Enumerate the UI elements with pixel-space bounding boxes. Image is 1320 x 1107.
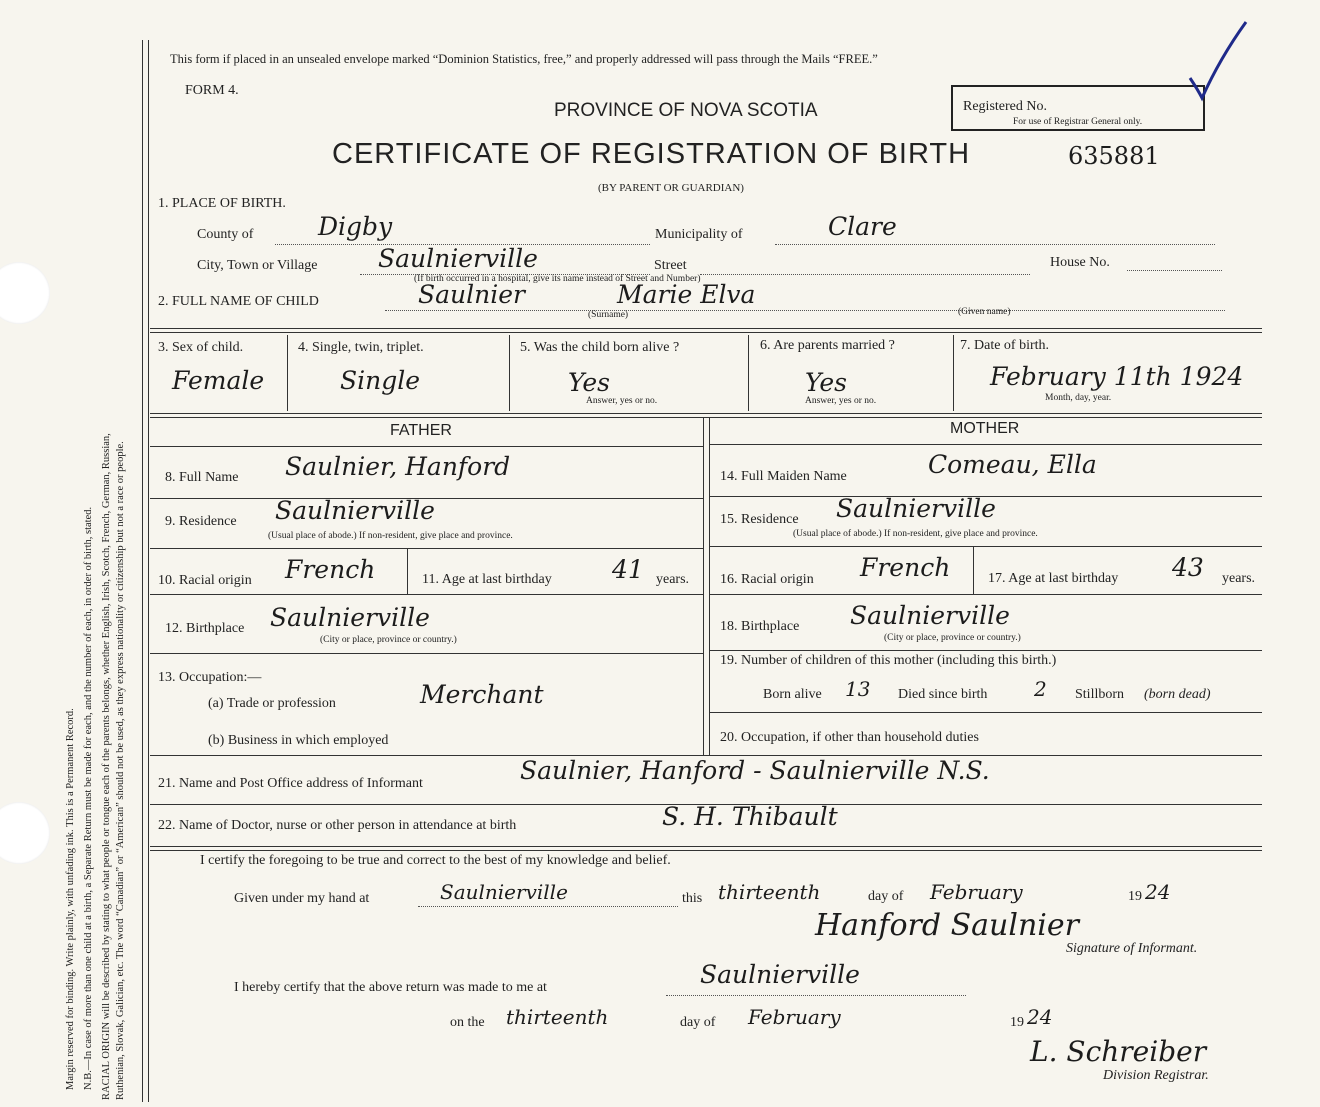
mother-years-label: years. — [1222, 571, 1256, 586]
died-since-birth-label: Died since birth — [898, 687, 988, 702]
father-race-label: 10. Racial origin — [158, 573, 252, 588]
cert1-statement: I certify the foregoing to be true and correct to the best of my knowledge and belief. — [200, 853, 671, 868]
mother-residence-value: Saulnierville — [836, 494, 996, 523]
father-age-label: 11. Age at last birthday — [422, 572, 552, 587]
cert1-dayof-label: day of — [868, 889, 904, 904]
registrar-signature-label: Division Registrar. — [1103, 1068, 1209, 1083]
registered-number-box — [951, 85, 1205, 131]
mother-birthplace-label: 18. Birthplace — [720, 619, 800, 634]
trade-value: Merchant — [420, 680, 544, 709]
row3-top-rule — [150, 328, 1262, 329]
city-note: (If birth occurred in a hospital, give its name instead of Street and Number) — [414, 274, 701, 284]
cert2-year-prefix: 19 — [1010, 1015, 1024, 1030]
father-residence-label: 9. Residence — [165, 514, 237, 529]
parents-married-label: 6. Are parents married ? — [760, 338, 895, 353]
informant-value: Saulnier, Hanford - Saulnierville N.S. — [520, 756, 990, 785]
row3-bottom-rule — [150, 413, 1262, 414]
father-residence-value: Saulnierville — [275, 496, 435, 525]
date-of-birth-label: 7. Date of birth. — [960, 338, 1050, 353]
street-line — [700, 274, 1030, 275]
informant-signature-label: Signature of Informant. — [1066, 941, 1198, 956]
father-row-rule-4 — [150, 653, 703, 654]
sex-label: 3. Sex of child. — [158, 340, 244, 355]
mother-race-value: French — [860, 553, 951, 582]
house-number-label: House No. — [1050, 255, 1110, 270]
street-label: Street — [654, 258, 687, 273]
mother-name-value: Comeau, Ella — [928, 450, 1097, 479]
cert2-statement: I hereby certify that the above return was made to me at — [234, 980, 547, 995]
check-mark-icon — [1180, 18, 1250, 108]
mother-name-label: 14. Full Maiden Name — [720, 469, 847, 484]
county-label: County of — [197, 227, 254, 242]
business-label: (b) Business in which employed — [208, 733, 389, 748]
certificate-subtitle: (BY PARENT OR GUARDIAN) — [598, 182, 744, 194]
punch-hole-bottom — [0, 802, 50, 864]
cert1-year: 24 — [1145, 880, 1171, 904]
municipality-line — [775, 244, 1215, 245]
doctor-label: 22. Name of Doctor, nurse or other person in attendance at birth — [158, 818, 517, 833]
father-birthplace-note: (City or place, province or country.) — [320, 635, 457, 645]
cert2-dayof-label: day of — [680, 1015, 716, 1030]
date-of-birth-note: Month, day, year. — [1045, 393, 1112, 403]
mother-heading: MOTHER — [950, 420, 1020, 437]
child-name-line — [385, 310, 1225, 311]
child-name-label: 2. FULL NAME OF CHILD — [158, 294, 319, 309]
city-value: Saulnierville — [378, 244, 538, 273]
row3-bottom-rule-2 — [150, 417, 1262, 418]
born-alive-value: Yes — [568, 368, 610, 397]
doctor-bottom-rule-2 — [150, 850, 1262, 851]
cert2-place-line — [666, 995, 966, 996]
registrar-note: For use of Registrar General only. — [1013, 117, 1143, 127]
form-number: FORM 4. — [185, 83, 239, 98]
father-heading: FATHER — [390, 422, 452, 439]
single-label: 4. Single, twin, triplet. — [298, 340, 424, 355]
parents-divider-b — [709, 417, 710, 755]
mother-row-rule-2 — [709, 546, 1262, 547]
mother-age-value: 43 — [1172, 553, 1204, 582]
born-alive-label: 5. Was the child born alive ? — [520, 340, 680, 355]
father-years-label: years. — [656, 572, 690, 587]
cert2-place: Saulnierville — [700, 960, 860, 989]
cert2-year: 24 — [1027, 1005, 1053, 1029]
given-name-note: (Given name) — [958, 307, 1011, 317]
cert2-on-label: on the — [450, 1015, 485, 1030]
father-row-rule-3 — [150, 594, 703, 595]
mother-age-label: 17. Age at last birthday — [988, 571, 1119, 586]
municipality-label: Municipality of — [655, 227, 743, 242]
father-row-rule-2 — [150, 548, 703, 549]
born-alive-count-value: 13 — [845, 677, 871, 701]
born-alive-count-label: Born alive — [763, 687, 822, 702]
doctor-bottom-rule — [150, 846, 1262, 847]
cert1-day: thirteenth — [718, 880, 821, 904]
father-age-value: 41 — [612, 555, 644, 584]
parents-married-value: Yes — [805, 368, 847, 397]
top-notice: This form if placed in an unsealed envelope marked “Dominion Statistics, free,” and properly addressed will pass through the Mails “FREE.” — [170, 52, 878, 66]
mother-birthplace-value: Saulnierville — [850, 601, 1010, 630]
father-birthplace-value: Saulnierville — [270, 603, 430, 632]
mother-row-rule-3 — [709, 594, 1262, 595]
informant-signature: Hanford Saulnier — [815, 908, 1079, 943]
cert1-this-label: this — [682, 891, 703, 906]
stillborn-label: Stillborn — [1075, 687, 1125, 702]
stillborn-note: (born dead) — [1144, 687, 1211, 702]
registration-number: 635881 — [1068, 142, 1160, 170]
single-value: Single — [340, 366, 421, 395]
punch-hole-top — [0, 262, 50, 324]
father-residence-note: (Usual place of abode.) If non-resident, give place and province. — [268, 531, 513, 541]
died-since-birth-value: 2 — [1034, 677, 1047, 701]
province-heading: PROVINCE OF NOVA SCOTIA — [554, 100, 818, 121]
cert1-place: Saulnierville — [440, 880, 568, 904]
left-double-rule-a — [142, 40, 143, 1102]
cert1-place-line — [418, 906, 678, 907]
cert2-day: thirteenth — [506, 1005, 609, 1029]
father-occupation-label: 13. Occupation:— — [158, 670, 262, 685]
cert1-given-label: Given under my hand at — [234, 891, 370, 906]
mother-residence-note: (Usual place of abode.) If non-resident, give place and province. — [793, 529, 1038, 539]
child-surname: Saulnier — [418, 280, 525, 309]
trade-label: (a) Trade or profession — [208, 696, 336, 711]
mother-row-rule-5 — [709, 712, 1262, 713]
mother-birthplace-note: (City or place, province or country.) — [884, 633, 1021, 643]
margin-note-racial-origin: RACIAL ORIGIN will be described by stating to what people or tongue each of the parents belongs, whether English, Irish, Scotch, French, German, Russian, — [101, 433, 112, 1100]
father-heading-rule — [150, 446, 703, 447]
mother-race-label: 16. Racial origin — [720, 572, 814, 587]
born-alive-note: Answer, yes or no. — [586, 396, 658, 406]
margin-note-multiple-births: N.B.—In case of more than one child at a birth, a Separate Return must be made for each, and the number of each, in order of birth, stated. — [83, 506, 94, 1090]
surname-note: (Surname) — [588, 310, 629, 320]
mother-heading-rule — [709, 444, 1262, 445]
father-name-value: Saulnier, Hanford — [285, 452, 511, 481]
cert2-month: February — [748, 1005, 841, 1029]
cert1-month: February — [930, 880, 1023, 904]
certificate-title: CERTIFICATE OF REGISTRATION OF BIRTH — [332, 138, 971, 170]
margin-note-racial-origin-2: Ruthenian, Slovak, Galician, etc. The word “Canadian” or “American” should not be used, as they express nationality or citizenship but not a race or people. — [115, 441, 126, 1100]
father-name-label: 8. Full Name — [165, 470, 239, 485]
house-line — [1127, 270, 1222, 271]
county-value: Digby — [318, 212, 393, 241]
registrar-signature: L. Schreiber — [1030, 1035, 1207, 1068]
child-given-name: Marie Elva — [617, 280, 756, 309]
row3-div-4 — [953, 335, 954, 411]
date-of-birth-value: February 11th 1924 — [990, 362, 1244, 391]
margin-note-binding: Margin reserved for binding. Write plainly, with unfading ink. This is a Permanent Record. — [65, 708, 76, 1090]
row3-div-2 — [509, 335, 510, 411]
doctor-value: S. H. Thibault — [662, 802, 838, 831]
municipality-value: Clare — [828, 212, 897, 241]
cert1-year-prefix: 19 — [1128, 889, 1142, 904]
children-count-label: 19. Number of children of this mother (including this birth.) — [720, 653, 1057, 668]
informant-label: 21. Name and Post Office address of Informant — [158, 776, 423, 791]
city-label: City, Town or Village — [197, 258, 318, 273]
mother-residence-label: 15. Residence — [720, 512, 799, 527]
row3-div-1 — [287, 335, 288, 411]
parents-married-note: Answer, yes or no. — [805, 396, 877, 406]
place-of-birth-label: 1. PLACE OF BIRTH. — [158, 196, 286, 211]
parents-divider-a — [703, 417, 704, 755]
mother-race-divider — [973, 546, 974, 594]
mother-row-rule-4 — [709, 650, 1262, 651]
father-race-value: French — [285, 555, 376, 584]
father-race-divider — [407, 548, 408, 594]
row3-top-rule-2 — [150, 332, 1262, 333]
sex-value: Female — [172, 366, 265, 395]
mother-occupation-label: 20. Occupation, if other than household duties — [720, 730, 979, 745]
left-double-rule-b — [148, 40, 149, 1102]
registered-label: Registered No. — [963, 99, 1047, 114]
father-birthplace-label: 12. Birthplace — [165, 621, 245, 636]
row3-div-3 — [748, 335, 749, 411]
